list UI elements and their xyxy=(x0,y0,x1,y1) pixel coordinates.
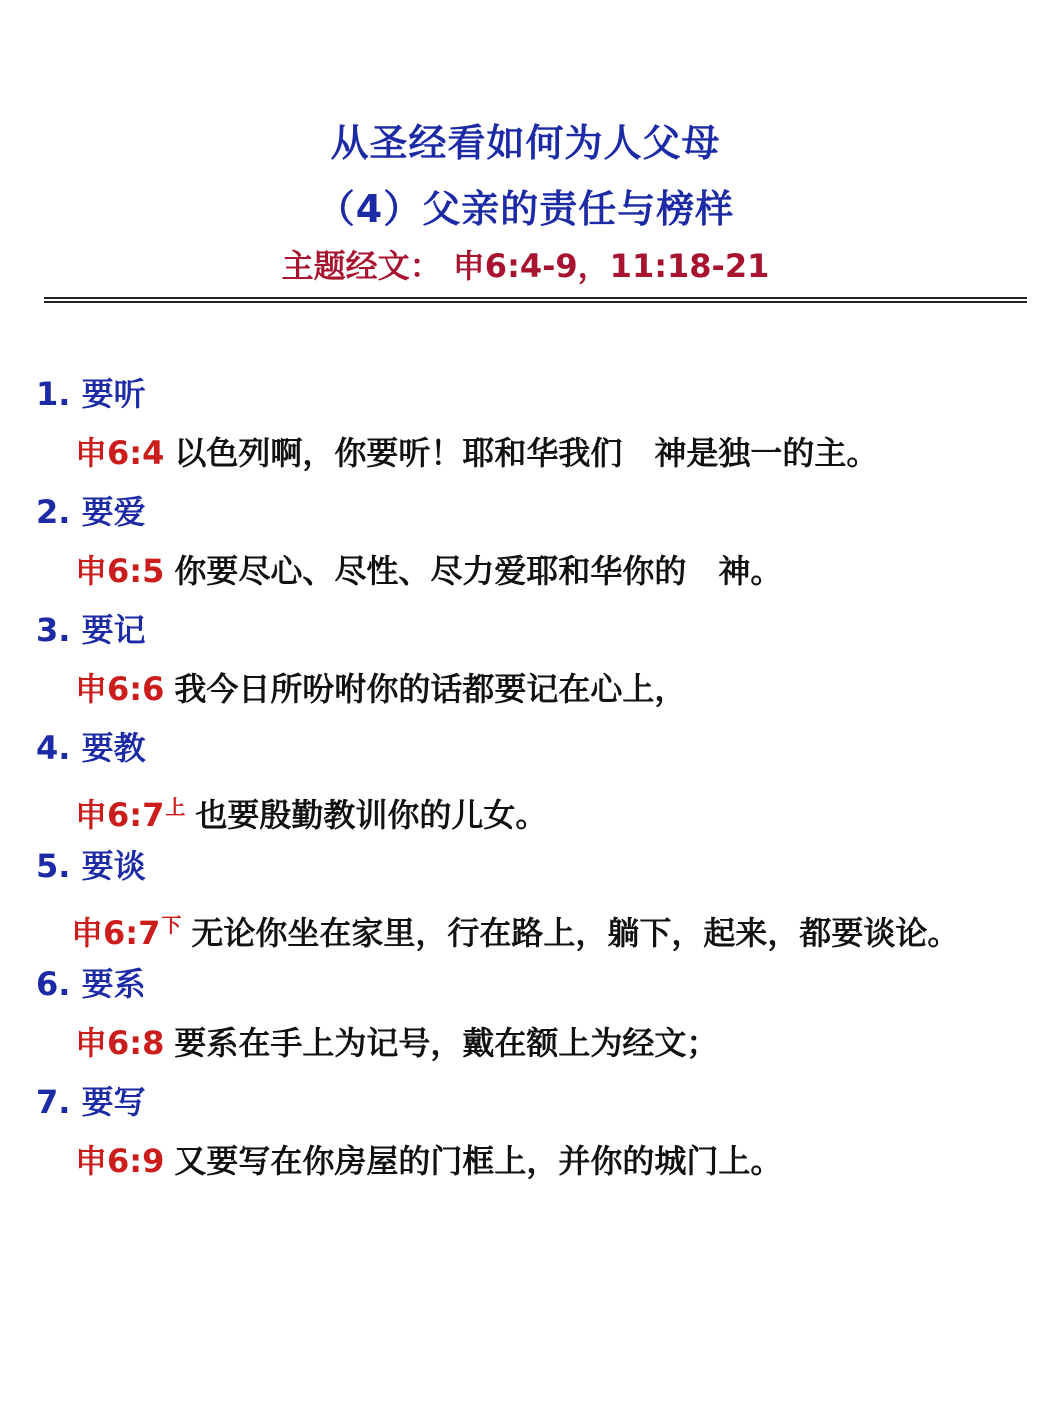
point-heading: 1. 要听 xyxy=(36,375,146,413)
list-item xyxy=(36,601,1036,719)
verse-text: 要系在手上为记号，戴在额上为经文； xyxy=(174,1024,719,1062)
verse-line xyxy=(36,777,1036,837)
verse-line xyxy=(36,1013,1036,1073)
verse-text: 以色列啊，你要听！耶和华我们 神是独一的主。 xyxy=(174,434,879,472)
verse-part-marker: 下 xyxy=(161,913,182,937)
point-heading: 2. 要爱 xyxy=(36,493,146,531)
theme-scripture-label: 主题经文： xyxy=(281,247,442,285)
verse-line xyxy=(36,895,1036,955)
verse-reference: 申6:5 xyxy=(75,552,165,590)
points-list xyxy=(36,365,1036,1191)
list-item xyxy=(36,955,1036,1073)
point-heading: 3. 要记 xyxy=(36,611,146,649)
verse-reference: 申6:7 xyxy=(75,796,165,834)
point-heading: 5. 要谈 xyxy=(36,847,146,885)
verse-reference: 申6:6 xyxy=(75,670,165,708)
page-title: 从圣经看如何为人父母 xyxy=(330,121,721,165)
list-item xyxy=(36,483,1036,601)
verse-line xyxy=(36,541,1036,601)
verse-part-marker: 上 xyxy=(165,795,186,819)
verse-text: 我今日所吩咐你的话都要记在心上， xyxy=(174,670,687,708)
verse-text: 无论你坐在家里，行在路上，躺下，起来，都要谈论。 xyxy=(191,914,960,952)
theme-scripture-refs: 申6:4-9，11:18-21 xyxy=(452,247,770,285)
verse-text: 你要尽心、尽性、尽力爱耶和华你的 神。 xyxy=(174,552,783,590)
point-heading: 6. 要系 xyxy=(36,965,146,1003)
verse-reference: 申6:8 xyxy=(75,1024,165,1062)
page-header xyxy=(0,110,1051,288)
verse-line xyxy=(36,423,1036,483)
point-heading: 7. 要写 xyxy=(36,1083,146,1121)
header-divider xyxy=(44,297,1027,303)
list-item xyxy=(36,837,1036,955)
point-heading: 4. 要教 xyxy=(36,729,146,767)
verse-text: 也要殷勤教训你的儿女。 xyxy=(195,796,548,834)
verse-reference: 申6:4 xyxy=(75,434,165,472)
verse-line xyxy=(36,659,1036,719)
page-subtitle: （4）父亲的责任与榜样 xyxy=(316,187,735,231)
verse-line xyxy=(36,1131,1036,1191)
theme-scripture xyxy=(0,244,1051,288)
verse-reference: 申6:9 xyxy=(75,1142,165,1180)
verse-text: 又要写在你房屋的门框上，并你的城门上。 xyxy=(174,1142,783,1180)
list-item xyxy=(36,1073,1036,1191)
list-item xyxy=(36,719,1036,837)
list-item xyxy=(36,365,1036,483)
verse-reference: 申6:7 xyxy=(71,914,161,952)
